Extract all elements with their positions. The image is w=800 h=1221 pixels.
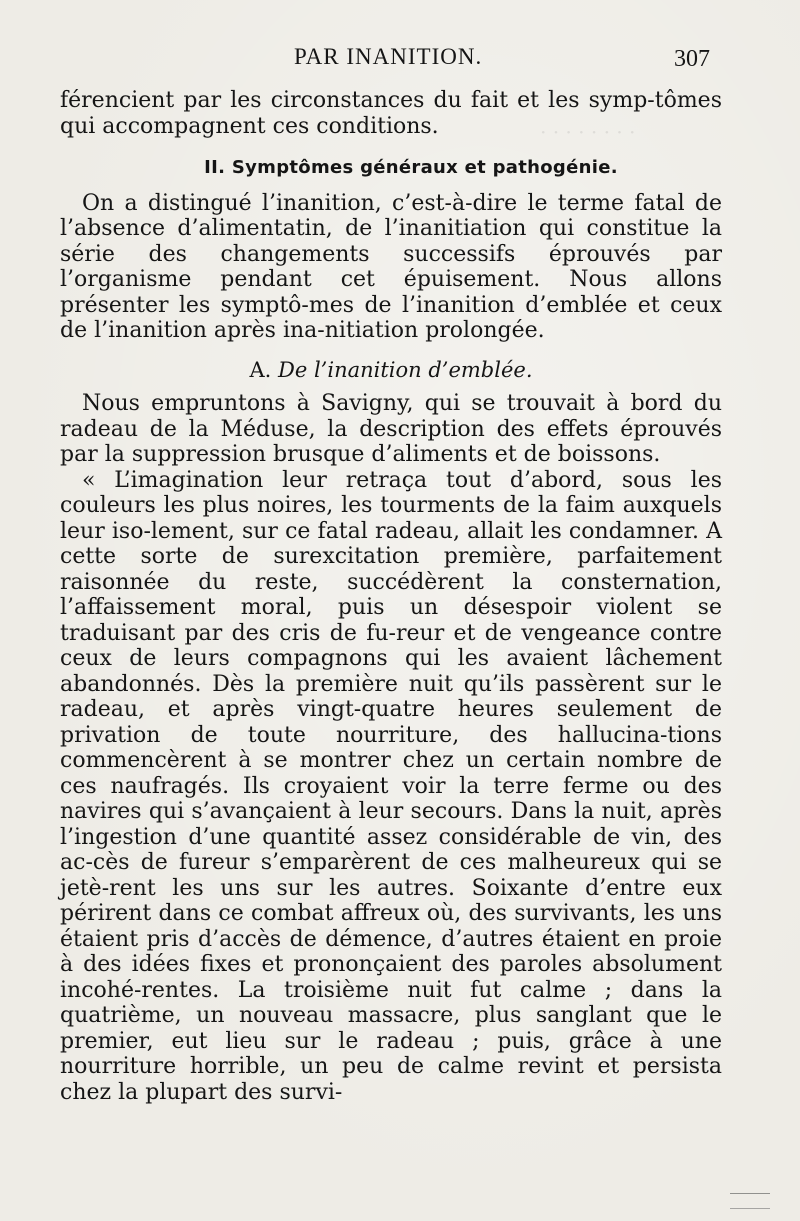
sub-heading-label: A. — [249, 357, 272, 382]
sub-heading — [60, 358, 722, 384]
section-heading: II. Symptômes généraux et pathogénie. — [204, 157, 618, 178]
paragraph-definition: On a distingué l’inanition, c’est-à-dire le terme fatal de l’absence d’alimentatin, de l’inanitiation qui constitue la série des changements successifs éprouvés par l’organisme pendant cet épuisement. Nous allons présenter les symptô-mes de l’inanition d’emblée et ceux de l’inanition après ina-nitiation prolongée. — [60, 190, 722, 343]
show-through-decoration: · · · · · · · · — [540, 120, 636, 144]
page-number: 307 — [674, 46, 710, 72]
paragraph-quotation: « L’imagination leur retraça tout d’abord, sous les couleurs les plus noires, les tourments de la faim auxquels leur iso-lement, sur ce fatal radeau, allait les condamner. A cette sorte de surexcitation première, parfaitement raisonnée du reste, succédèrent la consternation, l’affaissement moral, puis un désespoir violent se traduisant par des cris de fu-reur et de vengeance contre ceux de leurs compagnons qui les avaient lâchement abandonnés. Dès la première nuit qu’ils passèrent sur le radeau, et après vingt-quatre heures seulement de privation de toute nourriture, des hallucina-tions commencèrent à se montrer chez un certain nombre de ces naufragés. Ils croyaient voir la terre ferme ou des navires qui s’avançaient à leur secours. Dans la nuit, après l’ingestion d’une quantité assez considérable de vin, des ac-cès de fureur s’emparèrent de ces malheureux qui se jetè-rent les uns sur les autres. Soixante d’entre eux périrent dans ce combat affreux où, des survivants, les uns étaient pris d’accès de démence, d’autres étaient en proie à des idées fixes et prononçaient des paroles absolument incohé-rentes. La troisième nuit fut calme ; dans la quatrième, un nouveau massacre, plus sanglant que le premier, eut lieu sur le radeau ; puis, grâce à une nourriture horrible, un peu de calme revint et persista chez la plupart des survi- — [60, 467, 722, 1105]
page-body — [60, 88, 722, 1105]
page-header — [0, 38, 800, 78]
running-title: PAR INANITION. — [294, 44, 483, 69]
paragraph-continuation: férencient par les circonstances du fait et les symp-tômes qui accompagnent ces conditions. — [60, 88, 722, 139]
sub-heading-title: De l’inanition d’emblée. — [278, 357, 533, 382]
paragraph-savigny: Nous empruntons à Savigny, qui se trouvait à bord du radeau de la Méduse, la description des effets éprouvés par la suppression brusque d’aliments et de boissons. — [60, 391, 722, 467]
corner-mark-decoration — [730, 1193, 770, 1209]
